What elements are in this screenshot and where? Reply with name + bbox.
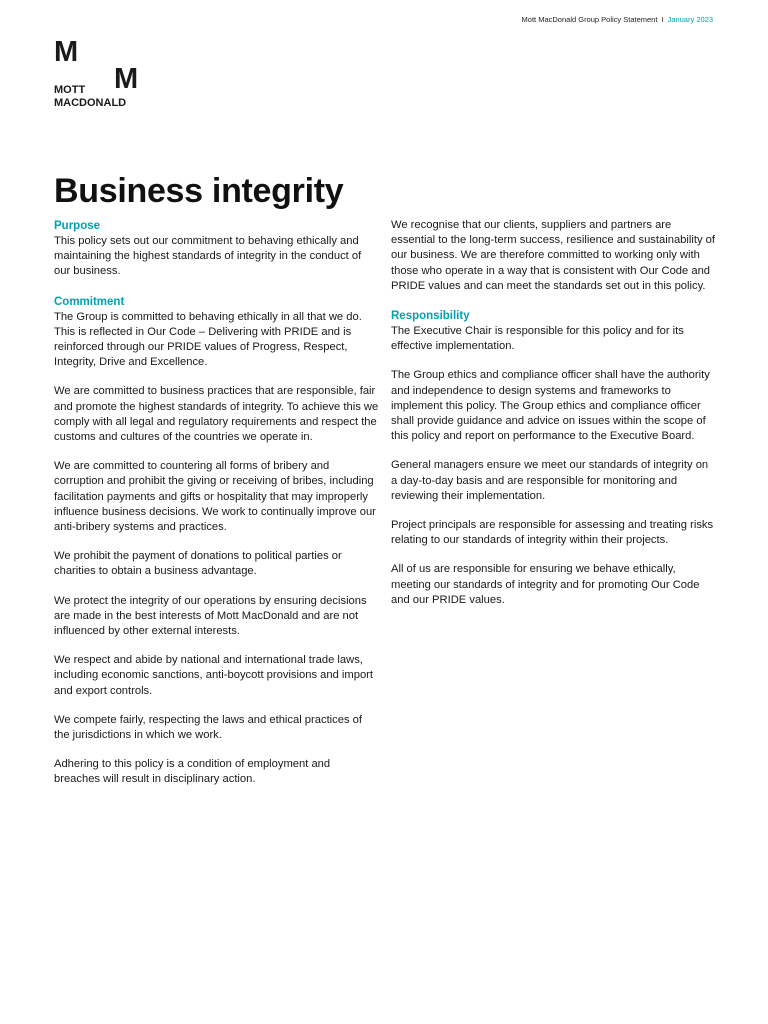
responsibility-heading: Responsibility bbox=[391, 310, 470, 323]
header-separator: I bbox=[661, 15, 664, 24]
commitment-heading: Commitment bbox=[54, 295, 125, 308]
commitment-section bbox=[54, 294, 379, 788]
purpose-section bbox=[54, 218, 379, 280]
intro-paragraph: We recognise that our clients, suppliers and partners are essential to the long-term success, resilience and sustainability of our business. We are therefore committed to working only with those who operate in a way that is consistent with Our Code and PRIDE values and can meet the standards set out in this policy. bbox=[391, 219, 715, 292]
document-label: Mott MacDonald Group Policy Statement bbox=[521, 15, 658, 24]
header-meta bbox=[522, 15, 713, 24]
purpose-heading: Purpose bbox=[54, 220, 101, 232]
right-column bbox=[391, 218, 716, 622]
company-logo bbox=[54, 38, 149, 114]
intro-section bbox=[391, 218, 716, 294]
logo-word-macdonald: MACDONALD bbox=[54, 97, 127, 109]
responsibility-paragraph: Project principals are responsible for assessing and treating risks relating to our standards of integrity within their projects. bbox=[391, 519, 714, 547]
logo-mark-right: M bbox=[114, 63, 138, 95]
commitment-paragraph: We protect the integrity of our operations by ensuring decisions are made in the best interests of Mott MacDonald and are not influenced by other external interests. bbox=[54, 594, 367, 638]
commitment-paragraph: We respect and abide by national and international trade laws, including economic sanctions, anti-boycott provisions and import and export controls. bbox=[54, 654, 374, 697]
left-column bbox=[54, 218, 379, 802]
page-title: Business integrity bbox=[54, 172, 344, 210]
responsibility-paragraph: The Group ethics and compliance officer shall have the authority and independence to design systems and frameworks to implement this policy. The Group ethics and compliance officer shall provide guidance and advice on issues within the scope of this policy and report on performance to the Executive Board. bbox=[391, 369, 710, 443]
document-date: January 2023 bbox=[667, 15, 713, 24]
responsibility-paragraph: All of us are responsible for ensuring we behave ethically, meeting our standards of integrity and for promoting Our Code and our PRIDE values. bbox=[391, 563, 700, 606]
purpose-paragraph: This policy sets out our commitment to behaving ethically and maintaining the highest standards of integrity in the conduct of our business. bbox=[54, 235, 362, 278]
commitment-paragraph: The Group is committed to behaving ethically in all that we do. This is reflected in Our Code – Delivering with PRIDE and is reinforced through our PRIDE values of Progress, Respect, Integrity, Drive and Excellence. bbox=[54, 310, 362, 369]
logo-mark-left: M bbox=[54, 36, 78, 68]
commitment-paragraph: Adhering to this policy is a condition of employment and breaches will result in disciplinary action. bbox=[54, 758, 331, 786]
logo-word-mott: MOTT bbox=[54, 84, 86, 96]
commitment-paragraph: We prohibit the payment of donations to political parties or charities to obtain a business advantage. bbox=[54, 550, 342, 578]
responsibility-paragraph: The Executive Chair is responsible for this policy and for its effective implementation. bbox=[391, 325, 684, 353]
commitment-paragraph: We compete fairly, respecting the laws and ethical practices of the jurisdictions in which we work. bbox=[54, 713, 363, 742]
responsibility-section bbox=[391, 308, 716, 608]
commitment-paragraph: We are committed to countering all forms of bribery and corruption and prohibit the giving or receiving of bribes, including facilitation payments and gifts or hospitality that may improperly influence business decisions. We work to continually improve our anti-bribery systems and practices. bbox=[54, 460, 376, 534]
responsibility-paragraph: General managers ensure we meet our standards of integrity on a day-to-day basis and are responsible for monitoring and reviewing their implementation. bbox=[391, 459, 709, 502]
commitment-paragraph: We are committed to business practices that are responsible, fair and promote the highest standards of integrity. To achieve this we comply with all legal and regulatory requirements and respect the customs and cultures of the countries we operate in. bbox=[54, 385, 379, 444]
